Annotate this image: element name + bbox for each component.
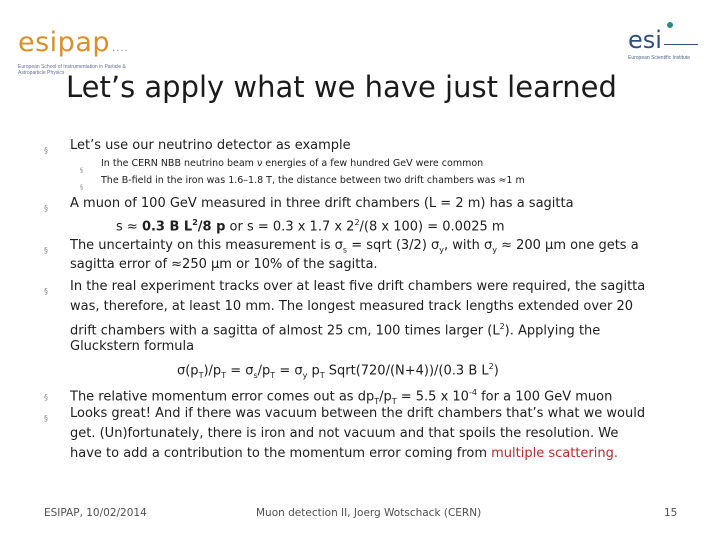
bullet-4-line-1: In the real experiment tracks over at least five drift chambers were required, the sagitta: [70, 279, 646, 294]
sub-bullet-2-text: The B-field in the iron was 1.6–1.8 T, the distance between two drift chambers was ≈1 m: [101, 175, 525, 186]
footer-date: ESIPAP, 10/02/2014: [44, 507, 147, 519]
bullet-icon: §: [44, 246, 48, 255]
page-number: 15: [664, 507, 678, 519]
gluckstern-formula: $\sigma(p_T)/p_T = \sigma_s/p_T = \sigma_y$ $p_T$ Sqrt(720/(N+4))/(0.3 B $L^2$): [177, 362, 499, 380]
esi-logo-subtitle: European Scientific Institute: [628, 55, 690, 61]
bullet-3-line-1: The uncertainty on this measurement is $\sigma_s$ = sqrt (3/2) $\sigma_y$, with $\sigma_y \approx 200$ µm one gets a: [70, 238, 639, 255]
bullet-icon: §: [44, 287, 48, 296]
esipap-logo-word: esipap: [18, 27, 111, 58]
bullet-4-line-4: Gluckstern formula: [70, 339, 195, 354]
esi-logo-line: [664, 44, 698, 45]
esipap-logo-dots: ....: [112, 43, 129, 54]
bullet-2-sagitta-formula: s ≈ 0.3 B $L^2/8$ p or s = 0.3 x 1.7 x $2^2/(8$ x 100) = 0.0025 m: [116, 218, 505, 235]
multiple-scattering-highlight: multiple scattering.: [491, 446, 619, 461]
bullet-icon: §: [44, 414, 48, 423]
sub-bullet-icon: §: [80, 167, 83, 174]
sub-bullet-icon: §: [80, 184, 83, 191]
bullet-icon: §: [44, 204, 48, 213]
esi-logo-dot-icon: [667, 22, 673, 28]
bullet-1-text: Let’s use our neutrino detector as example: [70, 138, 351, 153]
bullet-4-line-3: drift chambers with a sagitta of almost 25 cm, 100 times larger $(L^2)$. Applying the: [70, 322, 601, 339]
bullet-4-line-2: was, therefore, at least 10 mm. The longest measured track lengths extended over 20: [70, 299, 634, 314]
sub-bullet-1-text: In the CERN NBB neutrino beam ν energies of a few hundred GeV were common: [101, 158, 484, 169]
bullet-2-line-1: A muon of 100 GeV measured in three drift chambers (L = 2 m) has a sagitta: [70, 196, 574, 211]
bullet-3-line-2: sagitta error of ≈250 µm or 10% of the sagitta.: [70, 257, 378, 272]
bullet-icon: §: [44, 146, 48, 155]
bullet-6-line-3: have to add a contribution to the momentum error coming from multiple scattering.: [70, 446, 619, 461]
esipap-logo-subtitle: European School of Instrumentation in Particle & Astroparticle Physics: [18, 64, 126, 76]
slide-title: Let’s apply what we have just learned: [66, 70, 617, 104]
esi-logo-word: esi: [628, 26, 662, 54]
esi-logo: [628, 28, 710, 61]
bullet-6-line-2: get. (Un)fortunately, there is iron and not vacuum and that spoils the resolution. We: [70, 426, 619, 441]
bullet-6-line-1: Looks great! And if there was vacuum between the drift chambers that’s what we would: [70, 406, 646, 421]
bullet-5-text: The relative momentum error comes out as $dp_T/p_T = 5.5$ x $10^{-4}$ for a 100 GeV muon: [70, 388, 613, 406]
footer-title: Muon detection II, Joerg Wotschack (CERN): [256, 507, 482, 519]
bullet-icon: §: [44, 393, 48, 402]
